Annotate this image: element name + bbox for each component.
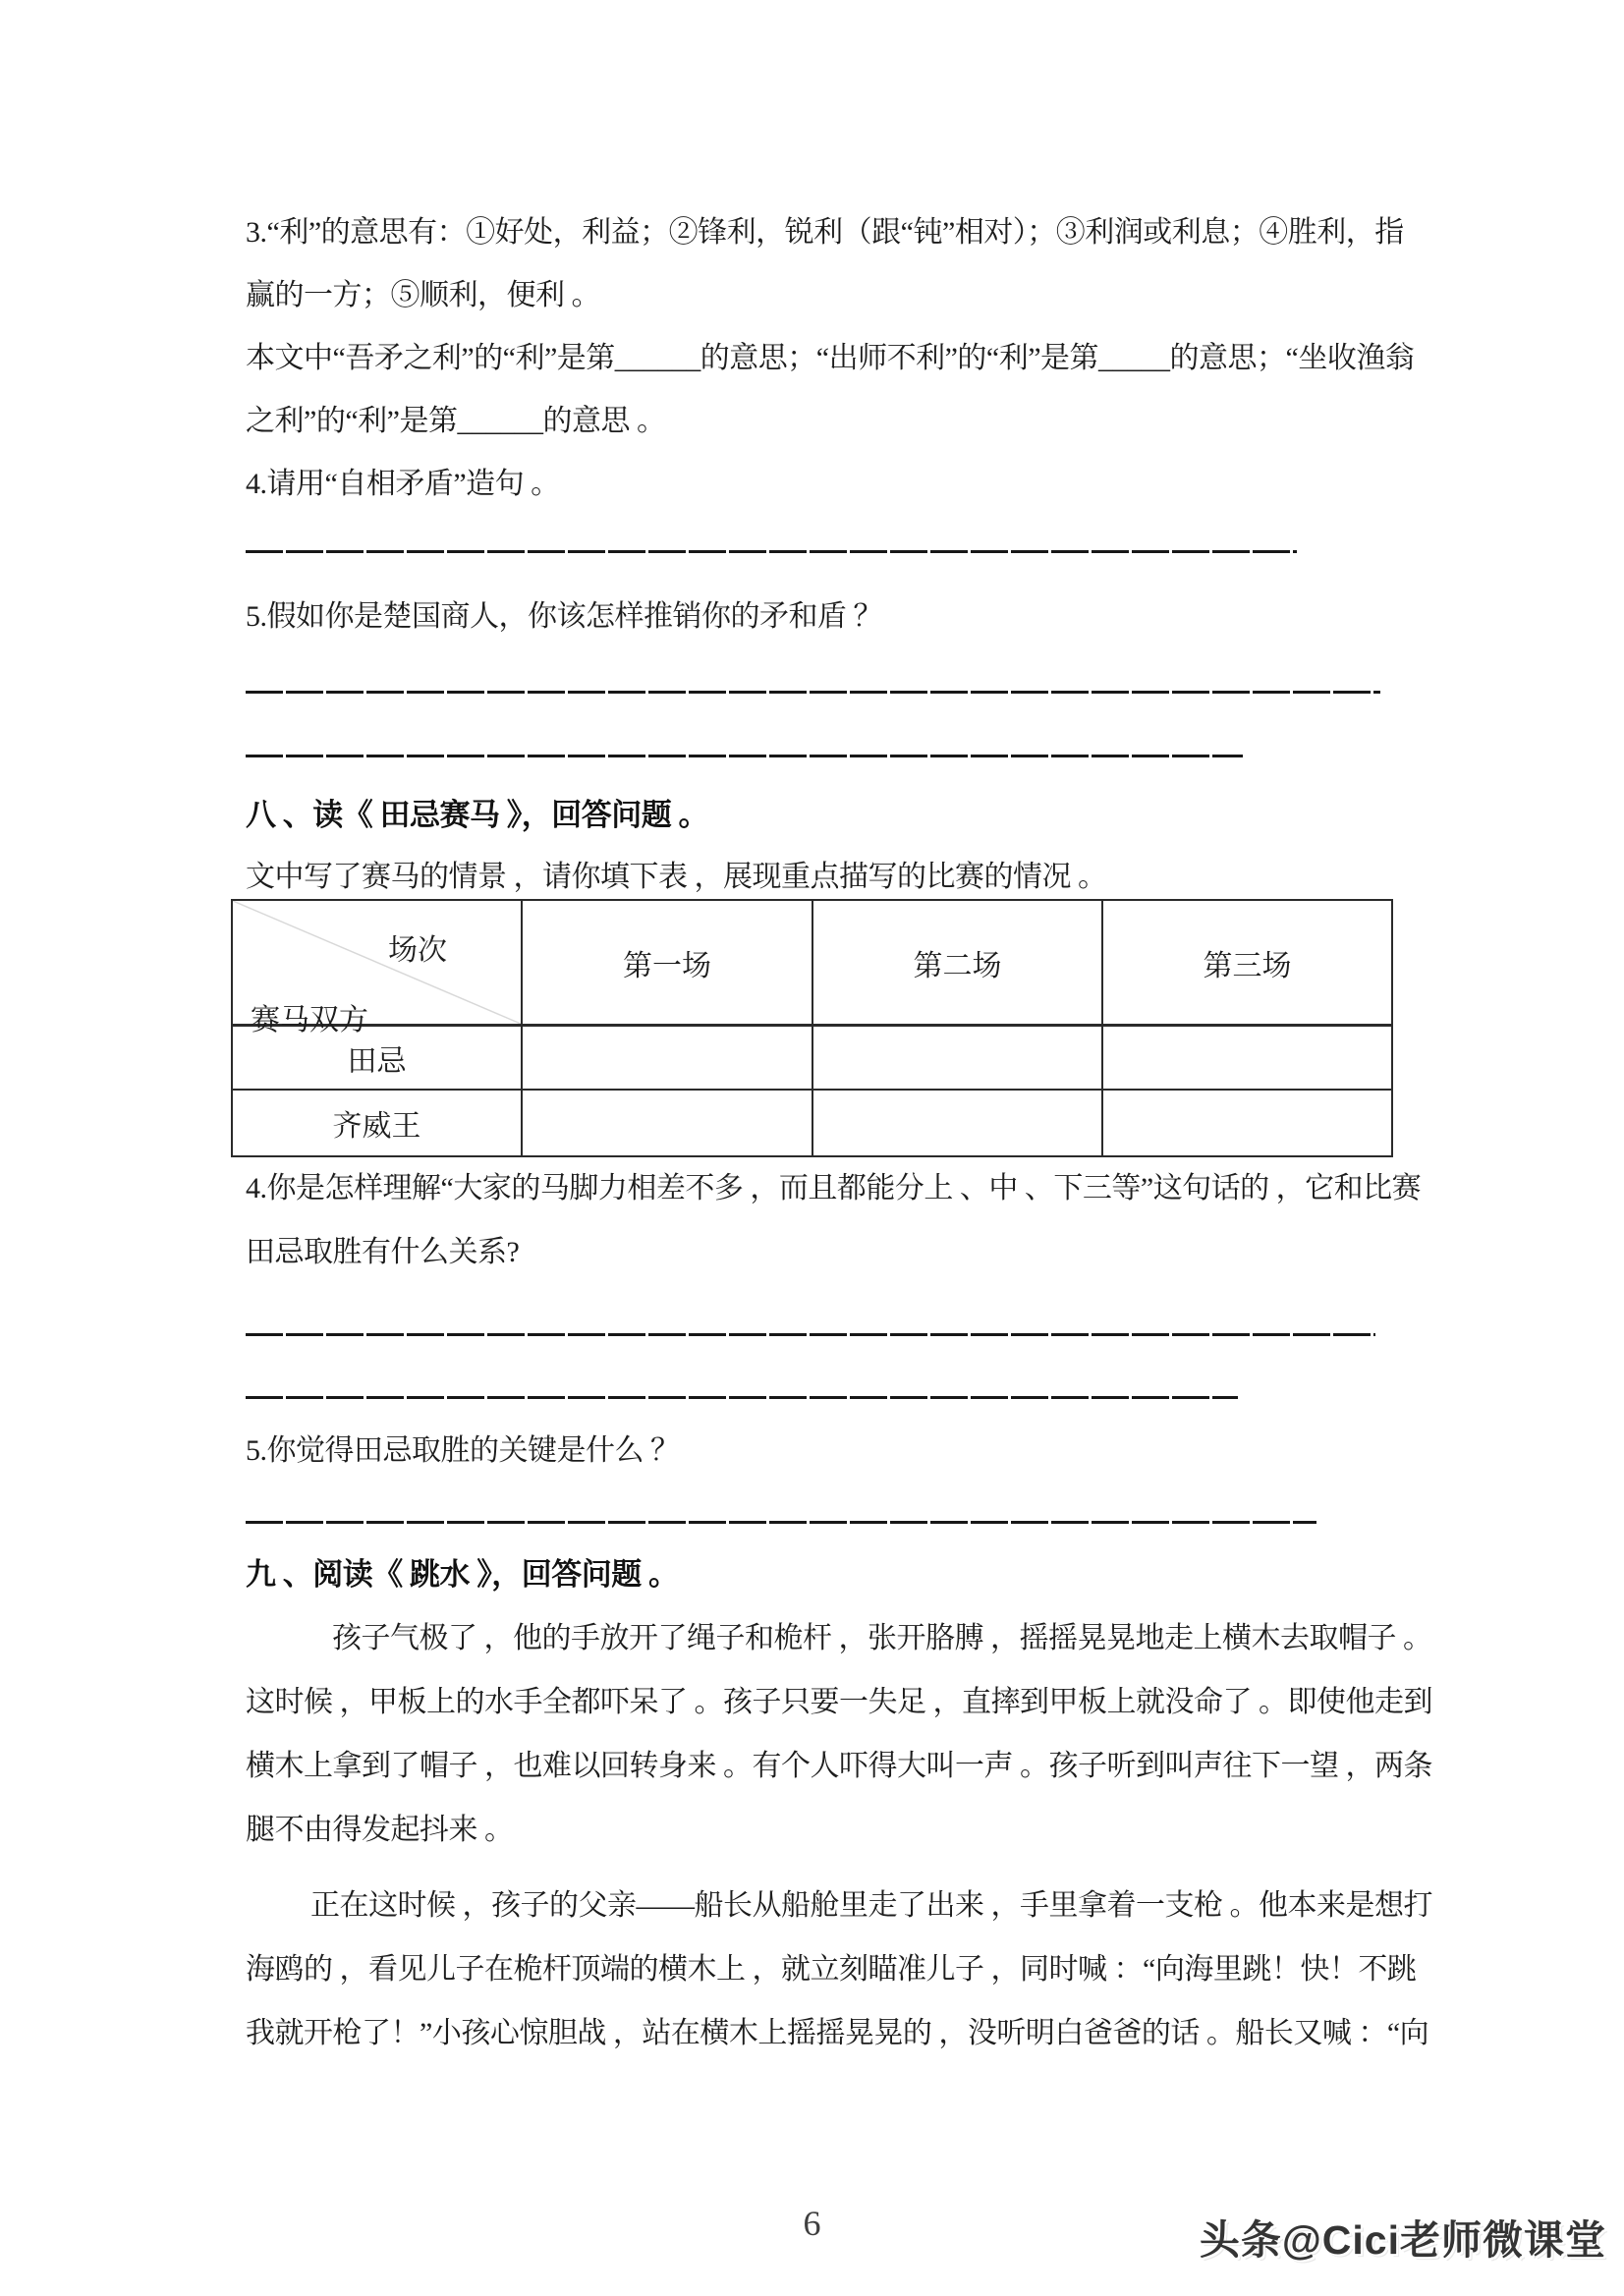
section8-heading: 八 、读《 田忌赛马 》，回答问题 。 bbox=[246, 798, 708, 832]
table-corner-cell bbox=[233, 901, 523, 1036]
empty-cell bbox=[1103, 1091, 1391, 1155]
watermark-toutiao-cici: 头条@Cici老师微课堂 bbox=[1199, 2217, 1606, 2263]
section9-heading: 九 、阅读《 跳水 》，回答问题 。 bbox=[246, 1557, 679, 1592]
col-header-round3: 第三场 bbox=[1103, 901, 1391, 1027]
section8-intro: 文中写了赛马的情景 ，请你填下表 ，展现重点描写的比赛的情况 。 bbox=[246, 861, 1107, 893]
col-header-round2: 第二场 bbox=[813, 901, 1103, 1027]
passage-para2-line2: 海鸥的 ，看见儿子在桅杆顶端的横木上 ，就立刻瞄准儿子 ，同时喊 ：“向海里跳！快！不跳 bbox=[246, 1953, 1417, 1986]
col-header-round1: 第一场 bbox=[523, 901, 813, 1027]
answer-blank-line bbox=[246, 1521, 1316, 1524]
answer-blank-line bbox=[246, 1333, 1375, 1336]
page-number: 6 bbox=[803, 2204, 821, 2243]
corner-label-round: 场次 bbox=[388, 934, 447, 967]
q5-merchant-prompt: 5.假如你是楚国商人，你该怎样推销你的矛和盾 ？ bbox=[246, 600, 882, 633]
empty-cell bbox=[1103, 1027, 1391, 1091]
passage-para1-line2: 这时候 ，甲板上的水手全都吓呆了 。孩子只要一失足 ，直摔到甲板上就没命了 。即使他走到 bbox=[246, 1686, 1432, 1718]
q3-fill-blank-line1: 本文中“吾矛之利”的“利”是第______的意思；“出师不利”的“利”是第_____的意思；“坐收渔翁 bbox=[246, 342, 1415, 374]
corner-label-sides: 赛马双方 bbox=[251, 1004, 368, 1036]
q3-definitions-line2: 赢的一方；⑤顺利，便利 。 bbox=[246, 279, 600, 311]
answer-blank-line bbox=[246, 1396, 1238, 1399]
passage-para2-line1: 正在这时候 ，孩子的父亲——船长从船舱里走了出来 ，手里拿着一支枪 。他本来是想打 bbox=[310, 1889, 1432, 1922]
q4-sentence-prompt: 4.请用“自相矛盾”造句 。 bbox=[246, 468, 560, 500]
empty-cell bbox=[813, 1091, 1103, 1155]
q3-fill-blank-line2: 之利”的“利”是第______的意思 。 bbox=[246, 405, 666, 437]
answer-blank-line bbox=[246, 755, 1243, 757]
passage-para1-line1: 孩子气极了 ，他的手放开了绳子和桅杆 ，张开胳膊 ，摇摇晃晃地走上横木去取帽子 。 bbox=[332, 1622, 1432, 1654]
section8-q5: 5.你觉得田忌取胜的关键是什么 ？ bbox=[246, 1434, 680, 1467]
passage-para1-line4: 腿不由得发起抖来 。 bbox=[246, 1814, 514, 1846]
row-header-tianji: 田忌 bbox=[233, 1027, 523, 1091]
race-table bbox=[231, 899, 1393, 1157]
section8-q4-line2: 田忌取胜有什么关系? bbox=[246, 1236, 520, 1268]
answer-blank-line bbox=[246, 691, 1380, 694]
passage-para2-line3: 我就开枪了！”小孩心惊胆战 ，站在横木上摇摇晃晃的 ，没听明白爸爸的话 。船长又喊 ：“向 bbox=[246, 2017, 1429, 2049]
empty-cell bbox=[523, 1091, 813, 1155]
empty-cell bbox=[523, 1027, 813, 1091]
row-header-qiweiwang: 齐威王 bbox=[233, 1091, 523, 1155]
q3-definitions-line1: 3.“利”的意思有：①好处，利益；②锋利，锐利（跟“钝”相对）；③利润或利息；④胜利，指 bbox=[246, 216, 1404, 249]
section8-q4-line1: 4.你是怎样理解“大家的马脚力相差不多 ，而且都能分上 、中 、下三等”这句话的 ，它和比赛 bbox=[246, 1172, 1422, 1204]
empty-cell bbox=[813, 1027, 1103, 1091]
passage-para1-line3: 横木上拿到了帽子 ，也难以回转身来 。有个人吓得大叫一声 。孩子听到叫声往下一望 ，两条 bbox=[246, 1750, 1432, 1782]
answer-blank-line bbox=[246, 550, 1297, 553]
